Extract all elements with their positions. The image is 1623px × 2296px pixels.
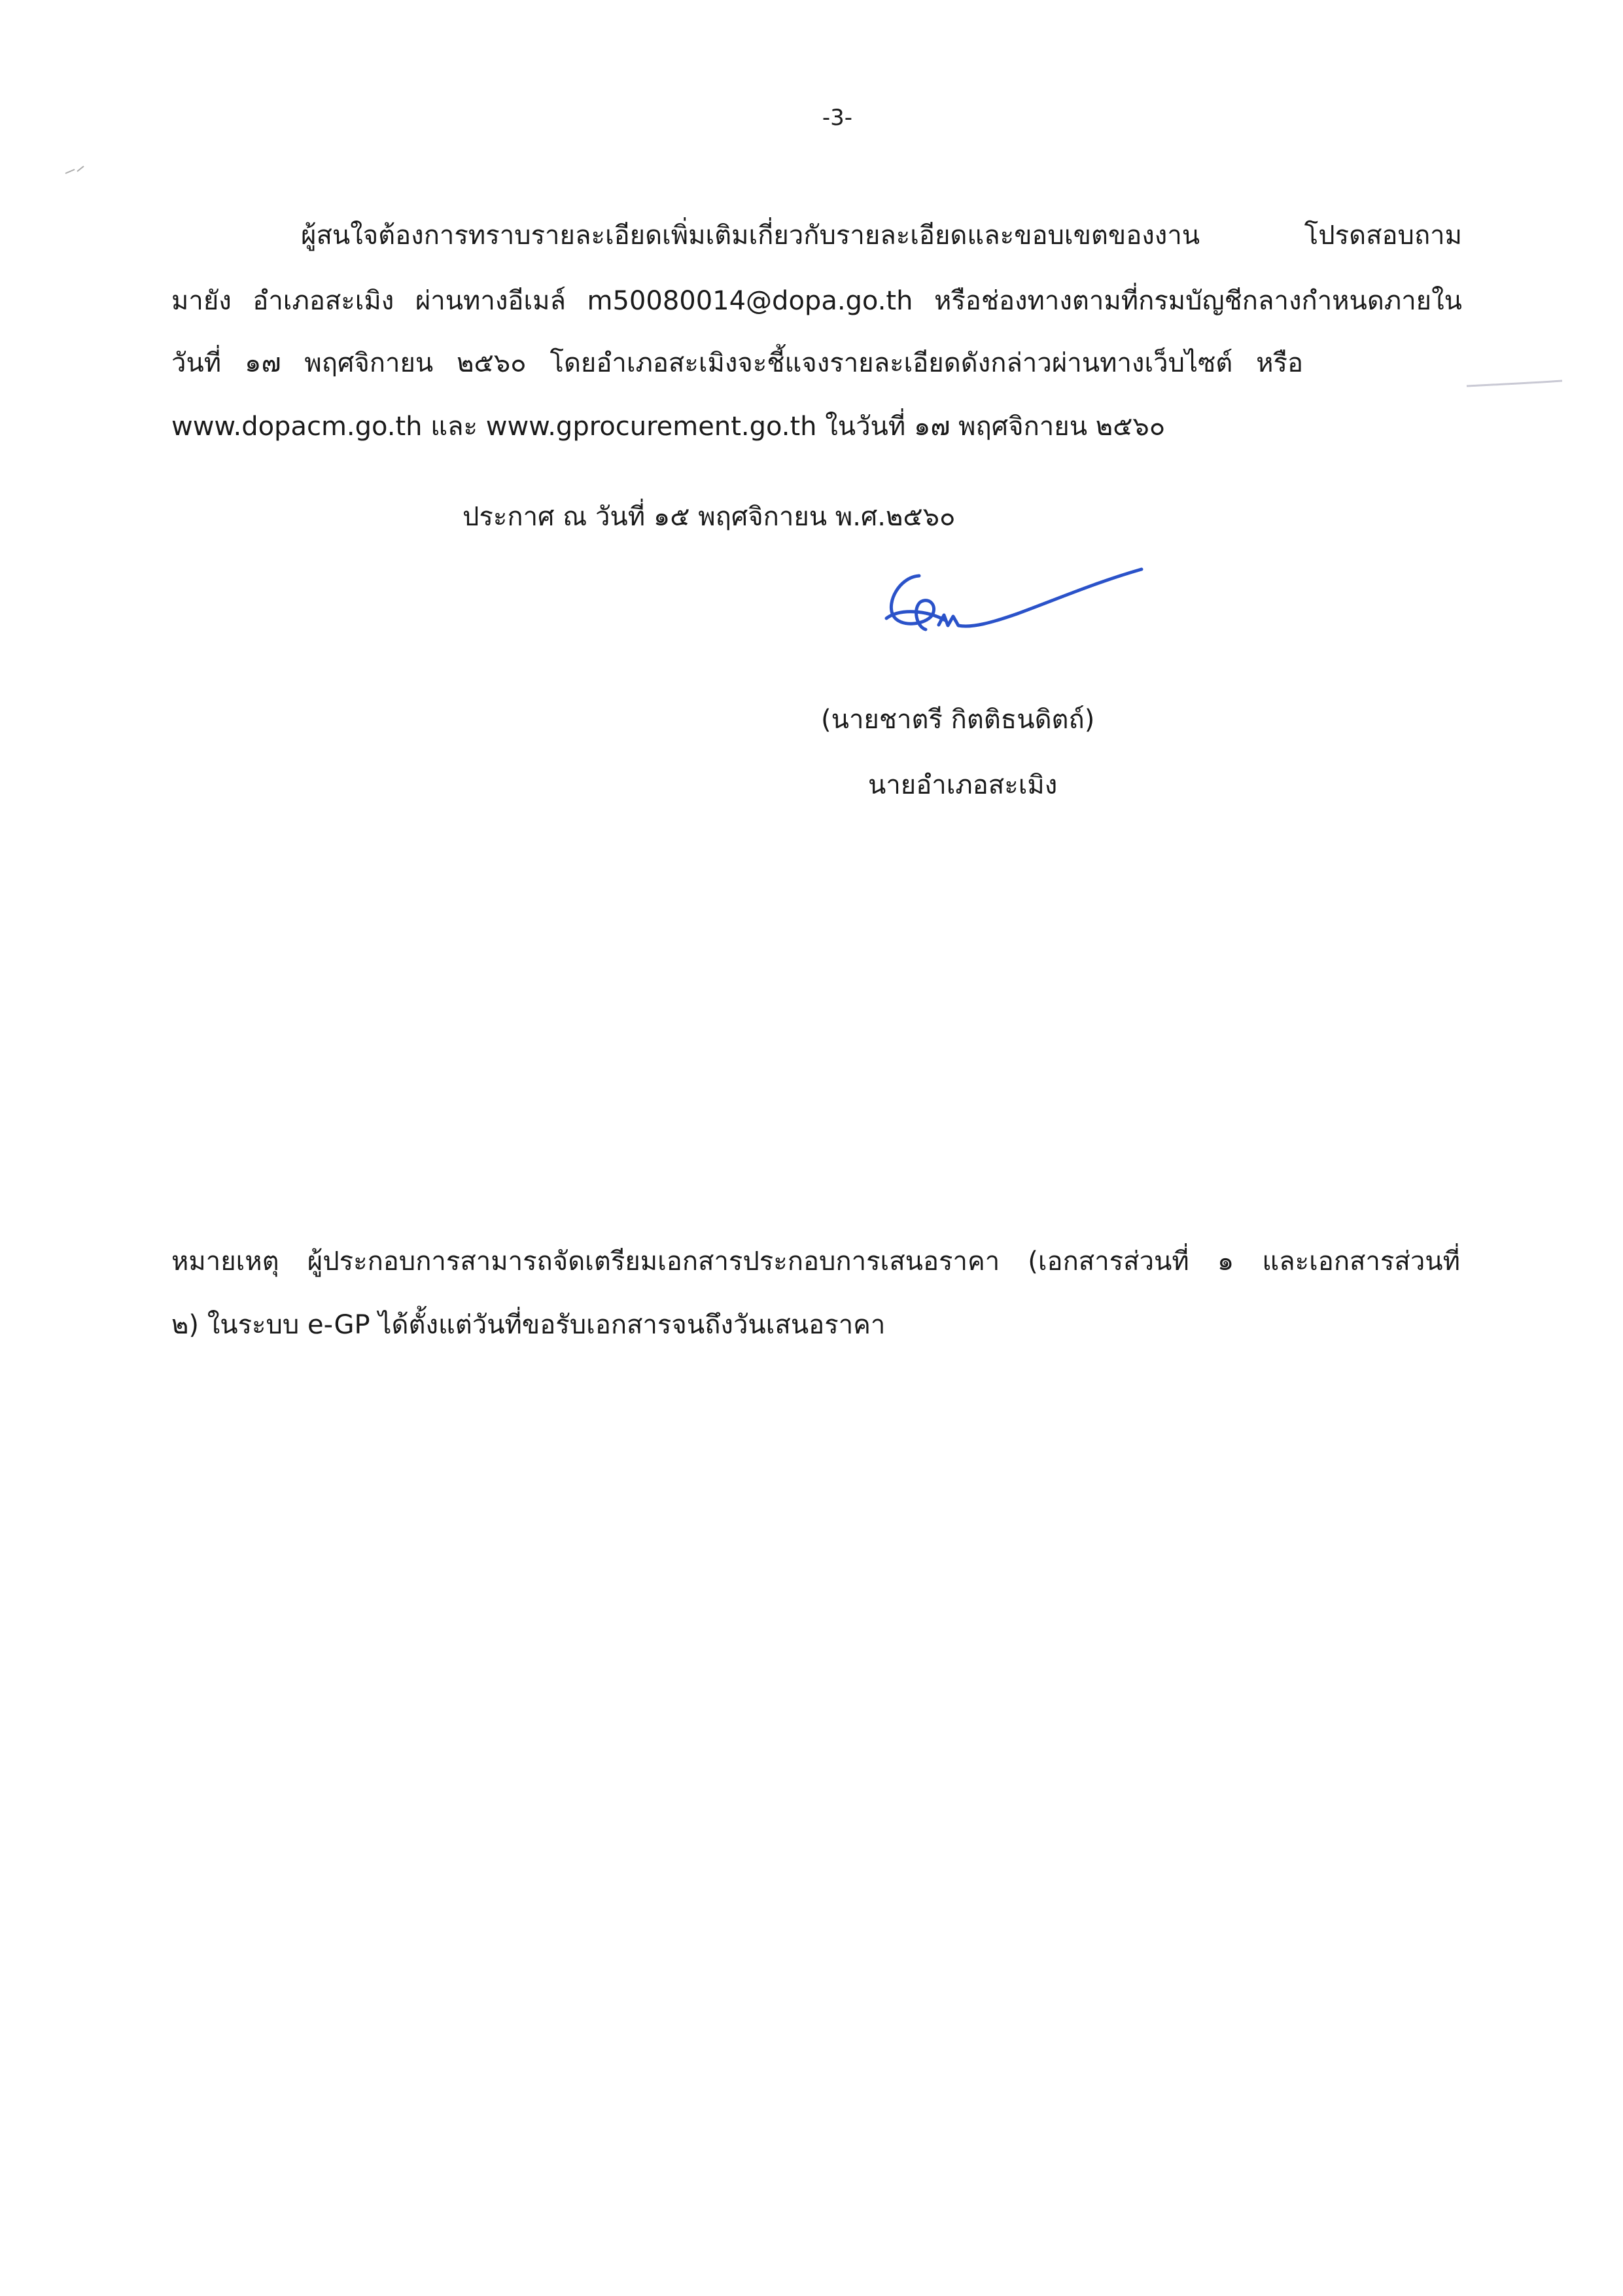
word: วันที่ [171, 348, 222, 378]
word: (เอกสารส่วนที่ [1028, 1246, 1189, 1277]
word: โปรดสอบถาม [1304, 221, 1462, 251]
word: มายัง [171, 286, 232, 316]
paragraph-line-2 [171, 288, 1462, 314]
paragraph-line-1 [301, 222, 1462, 249]
word: โดยอำเภอสะเมิงจะชี้แจงรายละเอียดดังกล่าวผ่านทางเว็บไซต์ [550, 348, 1233, 378]
signature-image [873, 563, 1148, 661]
word: พฤศจิกายน [304, 348, 434, 378]
paragraph-line-4: www.dopacm.go.th และ www.gprocurement.go.th ในวันที่ ๑๗ พฤศจิกายน ๒๕๖๐ [171, 412, 1166, 442]
word: ๑๗ [245, 348, 281, 378]
page-number: -3- [822, 105, 853, 131]
signer-name: (นายชาตรี กิตติธนดิตถ์) [821, 705, 1095, 735]
word: อำเภอสะเมิง [253, 286, 394, 316]
paragraph-line-3 [171, 350, 1303, 376]
word: ผู้สนใจต้องการทราบรายละเอียดเพิ่มเติมเกี่ยวกับรายละเอียดและขอบเขตของงาน [301, 221, 1200, 251]
remark-line-2: ๒) ในระบบ e-GP ได้ตั้งแต่วันที่ขอรับเอกสารจนถึงวันเสนอราคา [171, 1310, 886, 1340]
word: หรือ [1256, 348, 1303, 378]
word: ๒๕๖๐ [457, 348, 527, 378]
scan-streak-mark [1465, 378, 1563, 391]
remark-line-1 [171, 1248, 1460, 1275]
word: m50080014@dopa.go.th [587, 286, 913, 316]
word: ๑ [1217, 1246, 1234, 1277]
word: ผ่านทางอีเมล์ [415, 286, 566, 316]
announcement-date: ประกาศ ณ วันที่ ๑๕ พฤศจิกายน พ.ศ.๒๕๖๐ [462, 502, 956, 532]
scan-speck-marks [59, 98, 111, 183]
signer-position: นายอำเภอสะเมิง [868, 770, 1058, 800]
word: หรือช่องทางตามที่กรมบัญชีกลางกำหนดภายใน [934, 286, 1462, 316]
word: และเอกสารส่วนที่ [1262, 1246, 1460, 1277]
word: หมายเหตุ [171, 1246, 279, 1277]
word: ผู้ประกอบการสามารถจัดเตรียมเอกสารประกอบการเสนอราคา [307, 1246, 1000, 1277]
